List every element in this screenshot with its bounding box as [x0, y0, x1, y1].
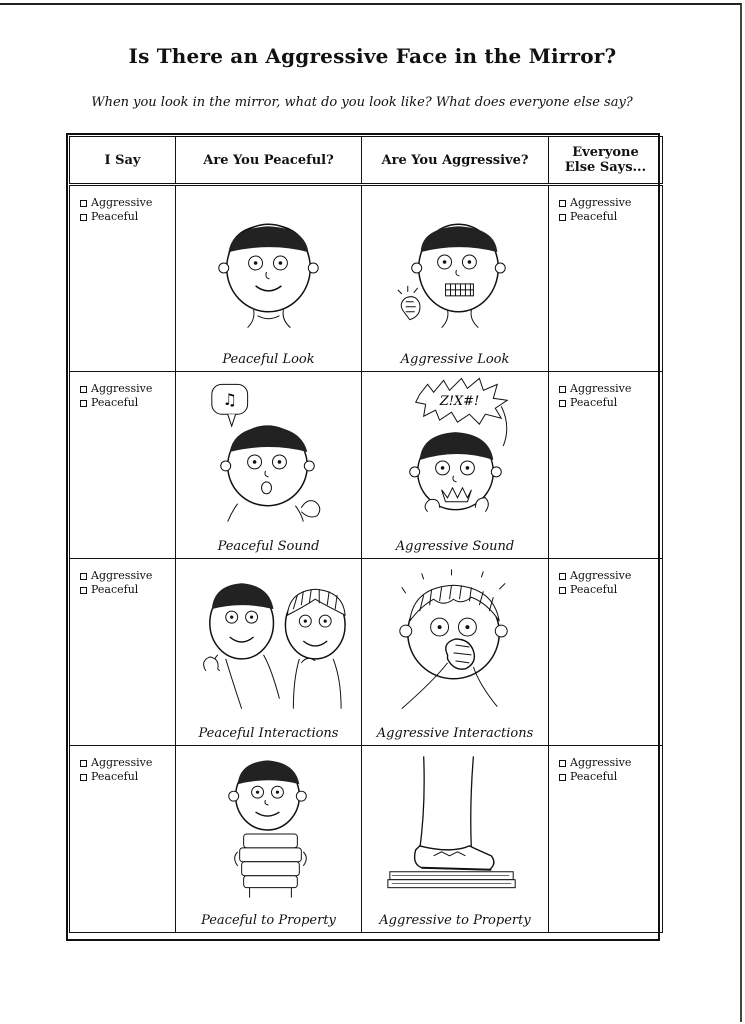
- caption-aggressive: Aggressive Look: [400, 352, 510, 367]
- everyone-cell: [549, 746, 663, 933]
- music-note-icon: ♫: [222, 390, 237, 410]
- checkbox-aggressive[interactable]: [559, 756, 662, 770]
- option-label: Aggressive: [570, 382, 632, 395]
- checkbox-peaceful[interactable]: [559, 210, 662, 224]
- checkbox-icon: [559, 760, 566, 767]
- peaceful-property-illustration: [176, 746, 361, 906]
- checkbox-icon: [559, 386, 566, 393]
- page-title: Is There an Aggressive Face in the Mirror?: [128, 44, 617, 68]
- caption-peaceful: Peaceful Sound: [217, 539, 320, 554]
- header-everyone: [549, 137, 663, 185]
- worksheet-table: [66, 133, 660, 941]
- checkbox-aggressive[interactable]: [559, 382, 662, 396]
- option-label: Aggressive: [91, 382, 153, 395]
- everyone-cell: [549, 185, 663, 372]
- option-label: Aggressive: [91, 569, 153, 582]
- aggressive-look-illustration: [362, 186, 548, 346]
- aggressive-sound-illustration: [362, 372, 548, 532]
- peaceful-cell: [176, 746, 362, 933]
- checkbox-icon: [80, 587, 87, 594]
- checkbox-peaceful[interactable]: [80, 210, 175, 224]
- caption-peaceful: Peaceful Look: [222, 352, 315, 367]
- option-label: Aggressive: [570, 196, 632, 209]
- checkbox-icon: [80, 400, 87, 407]
- page-subtitle: When you look in the mirror, what do you look like? What does everyone else say?: [91, 95, 633, 110]
- option-label: Peaceful: [570, 396, 618, 409]
- header-everyone-line2: Else Says...: [564, 160, 647, 175]
- table-row: [70, 372, 663, 559]
- checkbox-peaceful[interactable]: [80, 770, 175, 784]
- caption-aggressive: Aggressive to Property: [379, 913, 531, 928]
- option-label: Aggressive: [91, 196, 153, 209]
- checkbox-icon: [559, 200, 566, 207]
- option-label: Peaceful: [91, 770, 139, 783]
- checkbox-icon: [559, 400, 566, 407]
- option-label: Aggressive: [570, 569, 632, 582]
- aggressive-cell: [362, 746, 549, 933]
- peaceful-interactions-illustration: [176, 559, 361, 719]
- option-label: Aggressive: [570, 756, 632, 769]
- table-row: [70, 559, 663, 746]
- checkbox-icon: [80, 200, 87, 207]
- checkbox-aggressive[interactable]: [80, 569, 175, 583]
- peaceful-cell: [176, 185, 362, 372]
- checkbox-icon: [80, 760, 87, 767]
- header-everyone-line1: Everyone: [572, 145, 639, 160]
- checkbox-peaceful[interactable]: [559, 583, 662, 597]
- aggressive-property-illustration: [362, 746, 548, 906]
- peaceful-look-illustration: [176, 186, 361, 346]
- everyone-cell: [549, 372, 663, 559]
- checkbox-icon: [559, 774, 566, 781]
- header-aggressive: Are You Aggressive?: [362, 137, 549, 185]
- peaceful-cell: [176, 372, 362, 559]
- checkbox-peaceful[interactable]: [559, 770, 662, 784]
- aggressive-cell: [362, 372, 549, 559]
- checkbox-icon: [80, 386, 87, 393]
- checkbox-aggressive[interactable]: [80, 196, 175, 210]
- checkbox-icon: [559, 214, 566, 221]
- checkbox-peaceful[interactable]: [80, 396, 175, 410]
- aggressive-interactions-illustration: [362, 559, 548, 719]
- table-row: [70, 746, 663, 933]
- checkbox-icon: [559, 587, 566, 594]
- header-i-say: I Say: [70, 137, 176, 185]
- checkbox-icon: [559, 573, 566, 580]
- option-label: Peaceful: [570, 583, 618, 596]
- peaceful-cell: [176, 559, 362, 746]
- checkbox-aggressive[interactable]: [559, 196, 662, 210]
- checkbox-icon: [80, 573, 87, 580]
- aggressive-cell: [362, 185, 549, 372]
- caption-aggressive: Aggressive Interactions: [376, 726, 534, 741]
- i-say-cell: [70, 746, 176, 933]
- peaceful-sound-illustration: [176, 372, 361, 532]
- option-label: Peaceful: [91, 583, 139, 596]
- caption-aggressive: Aggressive Sound: [395, 539, 515, 554]
- i-say-cell: [70, 185, 176, 372]
- checkbox-aggressive[interactable]: [559, 569, 662, 583]
- checkbox-icon: [80, 774, 87, 781]
- option-label: Peaceful: [91, 210, 139, 223]
- aggressive-cell: [362, 559, 549, 746]
- i-say-cell: [70, 372, 176, 559]
- option-label: Peaceful: [91, 396, 139, 409]
- everyone-cell: [549, 559, 663, 746]
- option-label: Aggressive: [91, 756, 153, 769]
- checkbox-peaceful[interactable]: [80, 583, 175, 597]
- table-row: [70, 185, 663, 372]
- i-say-cell: [70, 559, 176, 746]
- caption-peaceful: Peaceful Interactions: [198, 726, 339, 741]
- speech-text: Z!X#!: [439, 394, 480, 410]
- option-label: Peaceful: [570, 770, 618, 783]
- checkbox-peaceful[interactable]: [559, 396, 662, 410]
- worksheet-grid: [69, 136, 663, 933]
- checkbox-aggressive[interactable]: [80, 382, 175, 396]
- caption-peaceful: Peaceful to Property: [201, 913, 336, 928]
- checkbox-aggressive[interactable]: [80, 756, 175, 770]
- header-peaceful: Are You Peaceful?: [176, 137, 362, 185]
- option-label: Peaceful: [570, 210, 618, 223]
- checkbox-icon: [80, 214, 87, 221]
